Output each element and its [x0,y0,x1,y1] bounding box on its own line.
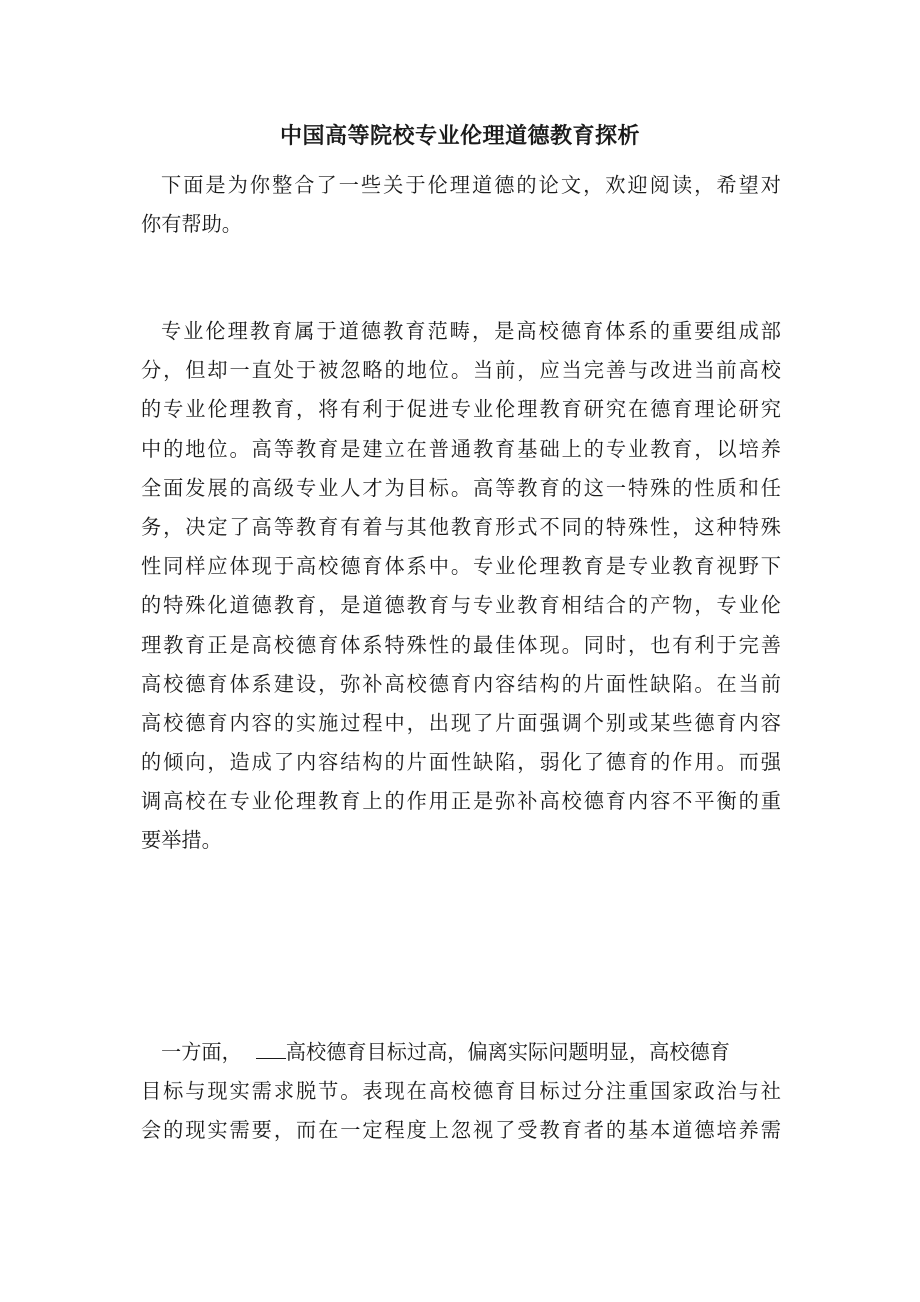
paragraph-line: 专业伦理教育属于道德教育范畴，是高校德育体系的重要组成部 [161,319,781,343]
paragraph-line: 下面是为你整合了一些关于伦理道德的论文，欢迎阅读，希望对 [161,173,781,197]
paragraph-line: 高校德育内容的实施过程中，出现了片面强调个别或某些德育内容 [141,710,781,735]
paragraph-text: 高校德育目标过高，偏离实际问题明显，高校德育 [285,1040,730,1064]
paragraph-line: 高校德育体系建设，弥补高校德育内容结构的片面性缺陷。在当前 [141,671,781,696]
paragraph-line: 的专业伦理教育，将有利于促进专业伦理教育研究在德育理论研究 [141,397,781,422]
paragraph-line: 调高校在专业伦理教育上的作用正是弥补高校德育内容不平衡的重 [141,789,781,814]
intro-paragraph [141,166,781,244]
document-title: 中国高等院校专业伦理道德教育探析 [279,123,640,149]
paragraph-line: 理教育正是高校德育体系特殊性的最佳体现。同时，也有利于完善 [141,632,781,657]
paragraph-line: 的倾向，造成了内容结构的片面性缺陷，弱化了德育的作用。而强 [141,750,781,775]
paragraph-line: 要举措。 [141,828,222,853]
paragraph-line: 中的地位。高等教育是建立在普通教育基础上的专业教育，以培养 [141,436,781,461]
paragraph-line: 的特殊化道德教育，是道德教育与专业教育相结合的产物，专业伦 [141,593,781,618]
paragraph-line: 性同样应体现于高校德育体系中。专业伦理教育是专业教育视野下 [141,554,781,579]
body-paragraph-2 [141,1033,781,1151]
paragraph-line: 全面发展的高级专业人才为目标。高等教育的这一特殊的性质和任 [141,475,781,500]
paragraph-text: 一方面， [161,1040,242,1064]
paragraph-line: 分，但却一直处于被忽略的地位。当前，应当完善与改进当前高校 [141,358,781,383]
paragraph-line: 你有帮助。 [141,212,242,237]
paragraph-line: 务，决定了高等教育有着与其他教育形式不同的特殊性，这种特殊 [141,514,781,539]
fill-in-blank [256,1040,286,1059]
paragraph-line: 会的现实需要，而在一定程度上忽视了受教育者的基本道德培养需 [141,1118,781,1143]
paragraph-line: 目标与现实需求脱节。表现在高校德育目标过分注重国家政治与社 [141,1079,781,1104]
paragraph-line-first [141,1033,781,1072]
body-paragraph-1 [141,312,781,861]
